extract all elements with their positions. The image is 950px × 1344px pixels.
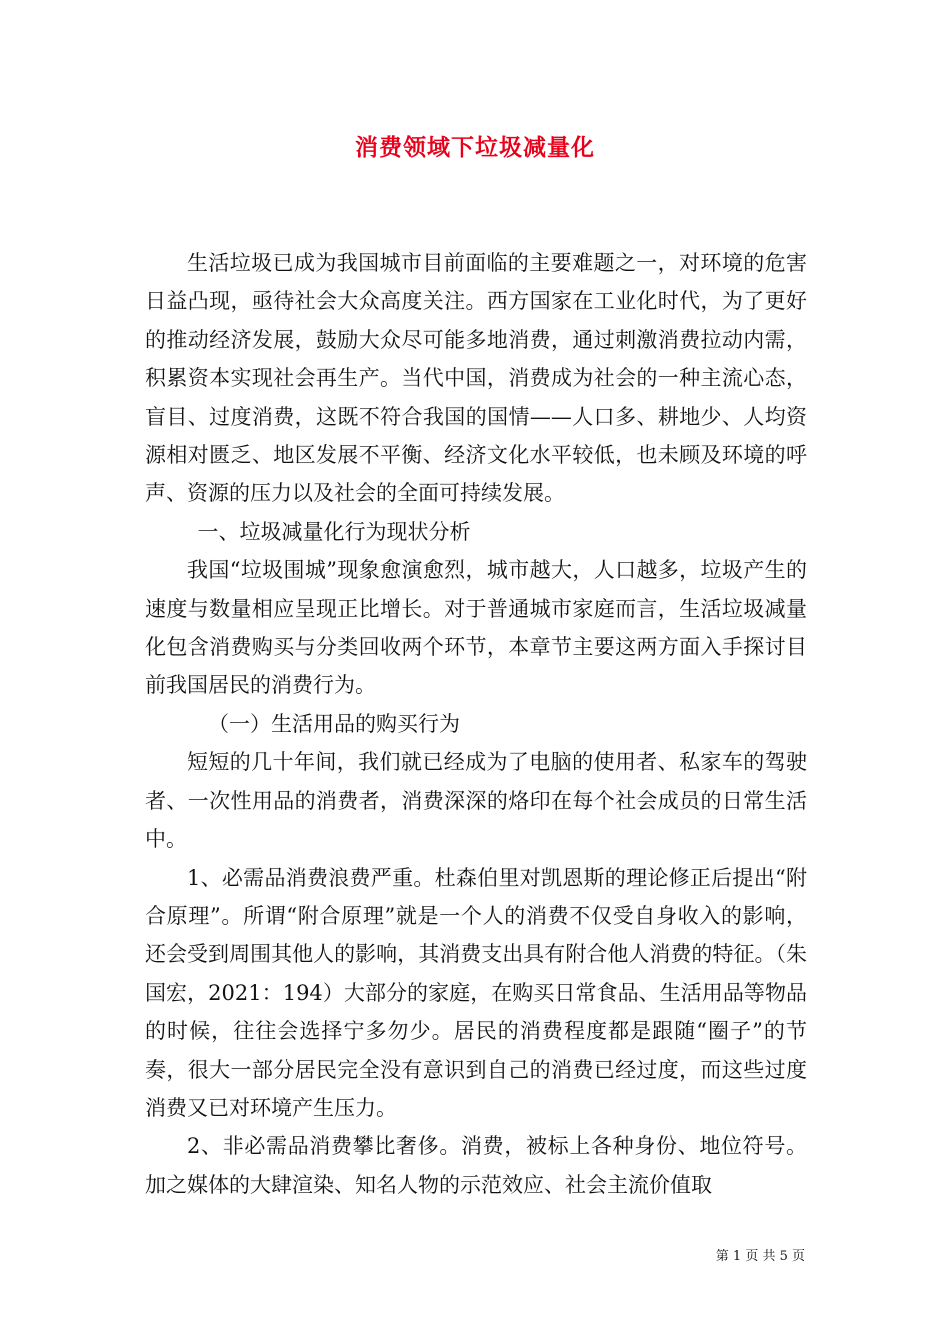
paragraph-consumers: 短短的几十年间，我们就已经成为了电脑的使用者、私家车的驾驶者、一次性用品的消费者，消费深深的烙印在每个社会成员的日常生活中。	[145, 750, 807, 852]
paragraph-intro: 生活垃圾已成为我国城市目前面临的主要难题之一，对环境的危害日益凸现，亟待社会大众高度关注。西方国家在工业化时代，为了更好的推动经济发展，鼓励大众尽可能多地消费，通过刺激消费拉动内需，积累资本实现社会再生产。当代中国，消费成为社会的一种主流心态，盲目、过度消费，这既不符合我国的国情——人口多、耕地少、人均资源相对匮乏、地区发展不平衡、经济文化水平较低，也未顾及环境的呼声、资源的压力以及社会的全面可持续发展。	[145, 251, 807, 506]
document-title: 消费领域下垃圾减量化	[355, 134, 595, 161]
page-number-footer: 第 1 页 共 5 页	[715, 1249, 805, 1264]
paragraph-non-necessities: 2、非必需品消费攀比奢侈。消费，被标上各种身份、地位符号。加之媒体的大肆渲染、知名人物的示范效应、社会主流价值取	[145, 1134, 807, 1197]
section-heading: 一、垃圾减量化行为现状分析	[197, 519, 471, 544]
document-body	[145, 244, 807, 1204]
paragraph-necessities: 1、必需品消费浪费严重。杜森伯里对凯恩斯的理论修正后提出“附合原理”。所谓“附合原理”就是一个人的消费不仅受自身收入的影响，还会受到周围其他人的影响，其消费支出具有附合他人消费的特征。（朱国宏，2021：194）大部分的家庭，在购买日常食品、生活用品等物品的时候，往往会选择宁多勿少。居民的消费程度都是跟随“圈子”的节奏，很大一部分居民完全没有意识到自己的消费已经过度，而这些过度消费又已对环境产生压力。	[145, 865, 807, 1120]
paragraph-garbage-siege: 我国“垃圾围城”现象愈演愈烈，城市越大，人口越多，垃圾产生的速度与数量相应呈现正比增长。对于普通城市家庭而言，生活垃圾减量化包含消费购买与分类回收两个环节，本章节主要这两方面入手探讨目前我国居民的消费行为。	[145, 558, 807, 698]
subsection-heading: （一）生活用品的购买行为	[208, 711, 460, 736]
